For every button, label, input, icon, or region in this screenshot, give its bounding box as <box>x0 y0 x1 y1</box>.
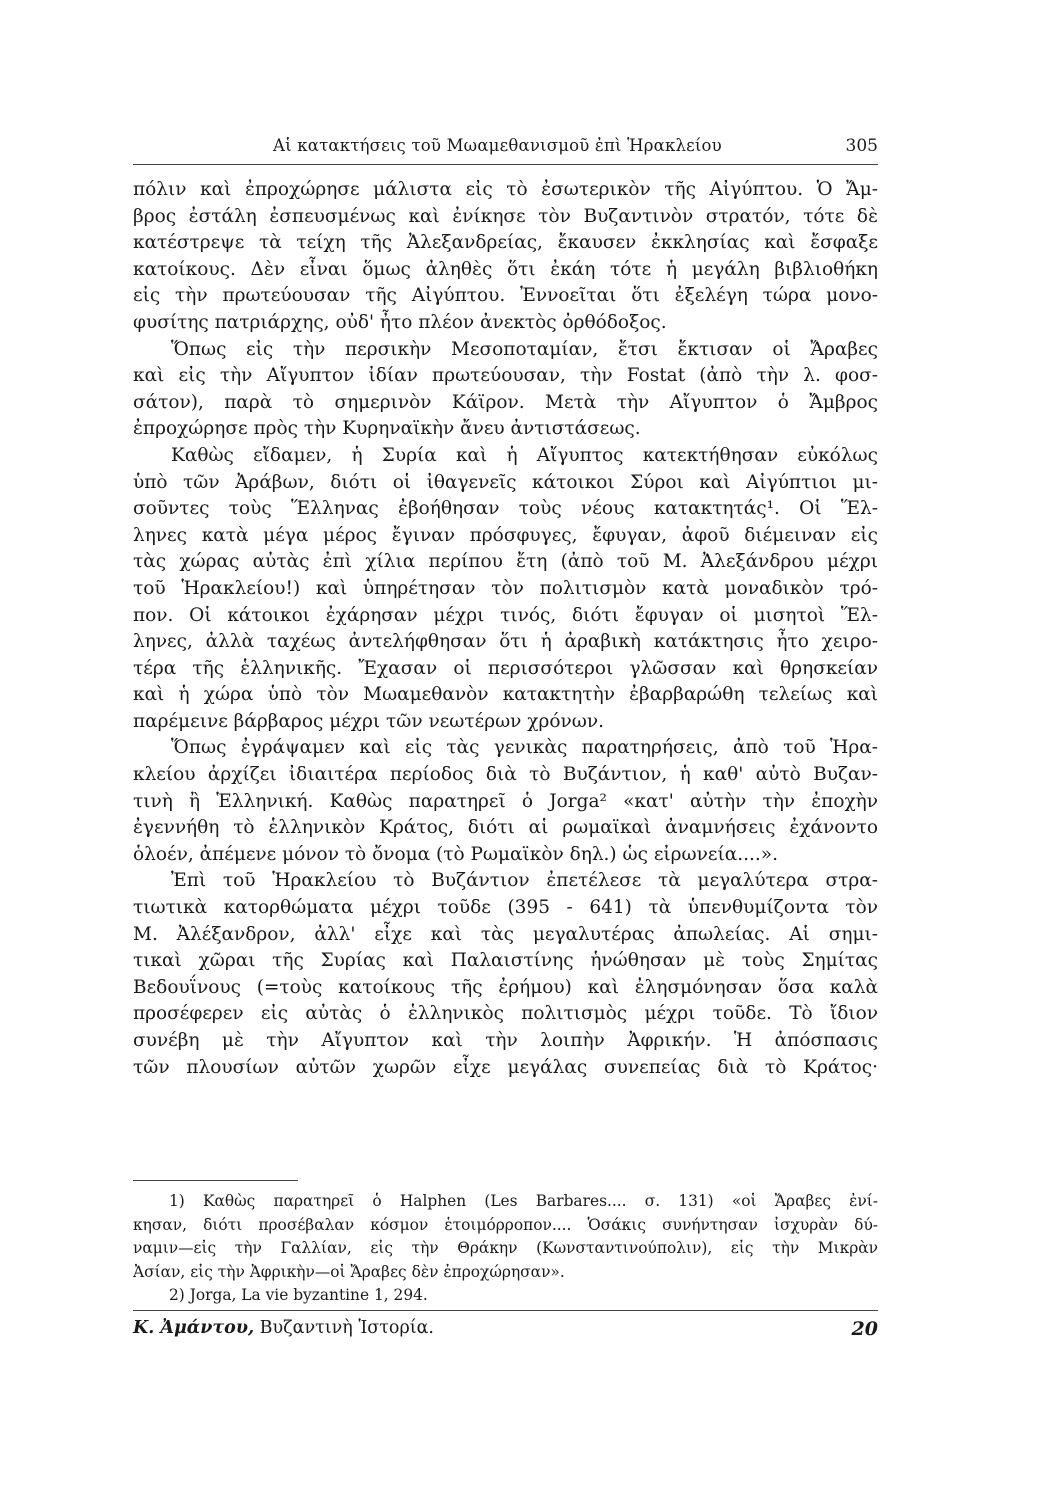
body-text <box>133 177 878 1081</box>
footnote-line: 2) Jorga, La vie byzantine 1, 294. <box>169 1286 428 1305</box>
text-line: παρέμεινε βάρβαρος μέχρι τῶν νεωτέρων χρόνων. <box>133 710 604 732</box>
text-line: Ὅπως εἰς τὴν περσικὴν Μεσοποταμίαν, ἔτσι ἔκτισαν οἱ Ἄραβες <box>171 338 878 360</box>
text-line: προσέφερεν εἰς αὐτὰς ὁ ἑλληνικὸς πολιτισμὸς μέχρι τοῦδε. Τὸ ἴδιον <box>133 1003 878 1025</box>
text-line: πον. Οἱ κάτοικοι ἐχάρησαν μέχρι τινός, διότι ἔφυγαν οἱ μισητοὶ Ἕλ- <box>133 604 878 626</box>
text-line: κλείου ἀρχίζει ἰδιαιτέρα περίοδος διὰ τὸ Βυζάντιον, ἡ καθ' αὐτὸ Βυζαν- <box>133 764 878 786</box>
footnote-line: 1) Καθὼς παρατηρεῖ ὁ Halphen (Les Barbares.... σ. 131) «οἱ Ἄραβες ἐνί- <box>169 1192 878 1210</box>
text-line: ἐγεννήθη τὸ ἑλληνικὸν Κράτος, διότι αἱ ρωμαϊκαὶ ἀναμνήσεις ἐχάνοντο <box>133 817 878 839</box>
footer <box>133 1318 878 1348</box>
text-line: τὰς χώρας αὐτὰς ἐπὶ χίλια περίπου ἔτη (ἀπὸ τοῦ Μ. Ἀλεξάνδρου μέχρι <box>133 551 878 573</box>
text-line: τιωτικὰ κατορθώματα μέχρι τοῦδε (395 - 641) τὰ ὑπενθυμίζοντα τὸν <box>133 897 878 919</box>
text-line: πόλιν καὶ ἐπροχώρησε μάλιστα εἰς τὸ ἐσωτερικὸν τῆς Αἰγύπτου. Ὁ Ἄμ- <box>133 179 878 200</box>
text-line: κατοίκους. Δὲν εἶναι ὅμως ἀληθὲς ὅτι ἐκάη τότε ἡ μεγάλη βιβλιοθήκη <box>133 258 878 280</box>
footnotes <box>133 1180 878 1308</box>
text-line: τέρα τῆς ἑλληνικῆς. Ἔχασαν οἱ περισσότεροι γλῶσσαν καὶ θρησκείαν <box>133 657 878 679</box>
book-signature <box>133 1318 434 1338</box>
book-title: Βυζαντινὴ Ἱστορία. <box>259 1318 434 1338</box>
text-line: Ὅπως ἐγράψαμεν καὶ εἰς τὰς γενικὰς παρατηρήσεις, ἀπὸ τοῦ Ἡρα- <box>171 737 878 759</box>
text-line: καὶ εἰς τὴν Αἴγυπτον ἰδίαν πρωτεύουσαν, τὴν Fostat (ἀπὸ τὴν λ. φοσ- <box>133 365 878 387</box>
text-line: τικαὶ χῶραι τῆς Συρίας καὶ Παλαιστίνης ἡνώθησαν μὲ τοὺς Σημίτας <box>133 950 878 972</box>
text-line: σοῦντες τοὺς Ἕλληνας ἐβοήθησαν τοὺς νέους κατακτητάς¹. Οἱ Ἕλ- <box>133 498 878 520</box>
text-line: ὁλοέν, ἀπέμενε μόνον τὸ ὄνομα (τὸ Ρωμαϊκὸν δηλ.) ὡς εἰρωνεία....». <box>133 843 778 865</box>
text-line: βρος ἐστάλη ἐσπευσμένως καὶ ἐνίκησε τὸν Βυζαντινὸν στρατόν, τότε δὲ <box>133 205 878 227</box>
text-line: Μ. Ἀλέξανδρον, ἀλλ' εἶχε καὶ τὰς μεγαλυτέρας ἀπωλείας. Αἱ σημι- <box>133 923 878 945</box>
text-line: τινὴ ἢ Ἑλληνική. Καθὼς παρατηρεῖ ὁ Jorga² «κατ' αὐτὴν τὴν ἐποχὴν <box>133 790 878 812</box>
page-number: 305 <box>845 136 878 156</box>
text-line: σάτον), παρὰ τὸ σημερινὸν Κάϊρον. Μετὰ τὴν Αἴγυπτον ὁ Ἄμβρος <box>133 391 878 413</box>
footer-rule <box>133 1310 878 1311</box>
footnote-rule <box>133 1180 298 1181</box>
footnote-line: ναμιν—εἰς τὴν Γαλλίαν, εἰς τὴν Θράκην (Κωνσταντινούπολιν), εἰς τὴν Μικρὰν <box>133 1239 878 1258</box>
text-line: ὑπὸ τῶν Ἀράβων, διότι οἱ ἰθαγενεῖς κάτοικοι Σύροι καὶ Αἰγύπτιοι μι- <box>133 471 878 493</box>
text-line: κατέστρεψε τὰ τείχη τῆς Ἀλεξανδρείας, ἔκαυσεν ἐκκλησίας καὶ ἔσφαξε <box>133 232 878 254</box>
running-title: Αἱ κατακτήσεις τοῦ Μωαμεθανισμοῦ ἐπὶ Ἡρακλείου <box>273 136 722 155</box>
text-line: τῶν πλουσίων αὐτῶν χωρῶν εἶχε μεγάλας συνεπείας διὰ τὸ Κράτος· <box>133 1056 878 1078</box>
text-line: ληνες, ἀλλὰ ταχέως ἀντελήφθησαν ὅτι ἡ ἀραβικὴ κατάκτησις ἦτο χειρο- <box>133 631 878 653</box>
footnote-line: Ἀσίαν, εἰς τὴν Ἀφρικὴν—οἱ Ἄραβες δὲν ἐπροχώρησαν». <box>133 1262 565 1281</box>
text-line: ληνες κατὰ μέγα μέρος ἔγιναν πρόσφυγες, ἔφυγαν, ἀφοῦ διέμειναν εἰς <box>133 524 878 546</box>
footnote-line: κησαν, διότι προσέβαλαν κόσμον ἑτοιμόρροπον.... Ὁσάκις συνήντησαν ἰσχυρὰν δύ- <box>133 1215 878 1234</box>
text-line: ἐπροχώρησε πρὸς τὴν Κυρηναϊκὴν ἄνευ ἀντιστάσεως. <box>133 418 641 440</box>
text-line: τοῦ Ἡρακλείου!) καὶ ὑπηρέτησαν τὸν πολιτισμὸν κατὰ μοναδικὸν τρό- <box>133 577 878 599</box>
text-line: καὶ ἡ χώρα ὑπὸ τὸν Μωαμεθανὸν κατακτητὴν ἐβαρβαρώθη τελείως καὶ <box>133 684 878 706</box>
sheet-number: 20 <box>851 1318 878 1340</box>
text-line: Ἐπὶ τοῦ Ἡρακλείου τὸ Βυζάντιον ἐπετέλεσε τὰ μεγαλύτερα στρα- <box>171 870 878 892</box>
text-line: φυσίτης πατριάρχης, οὐδ' ἦτο πλέον ἀνεκτὸς ὀρθόδοξος. <box>133 311 667 333</box>
text-line: Καθὼς εἴδαμεν, ἡ Συρία καὶ ἡ Αἴγυπτος κατεκτήθησαν εὐκόλως <box>171 444 878 466</box>
text-line: εἰς τὴν πρωτεύουσαν τῆς Αἰγύπτου. Ἐννοεῖται ὅτι ἐξελέγη τώρα μονο- <box>133 285 878 307</box>
author-name: Κ. Ἀμάντου, <box>133 1318 255 1338</box>
text-line: συνέβη μὲ τὴν Αἴγυπτον καὶ τὴν λοιπὴν Ἀφρικήν. Ἡ ἀπόσπασις <box>133 1030 878 1051</box>
running-header <box>133 136 878 166</box>
text-line: Βεδουΐνους (=τοὺς κατοίκους τῆς ἐρήμου) καὶ ἐλησμόνησαν ὅσα καλὰ <box>133 976 878 998</box>
header-rule <box>133 164 878 165</box>
